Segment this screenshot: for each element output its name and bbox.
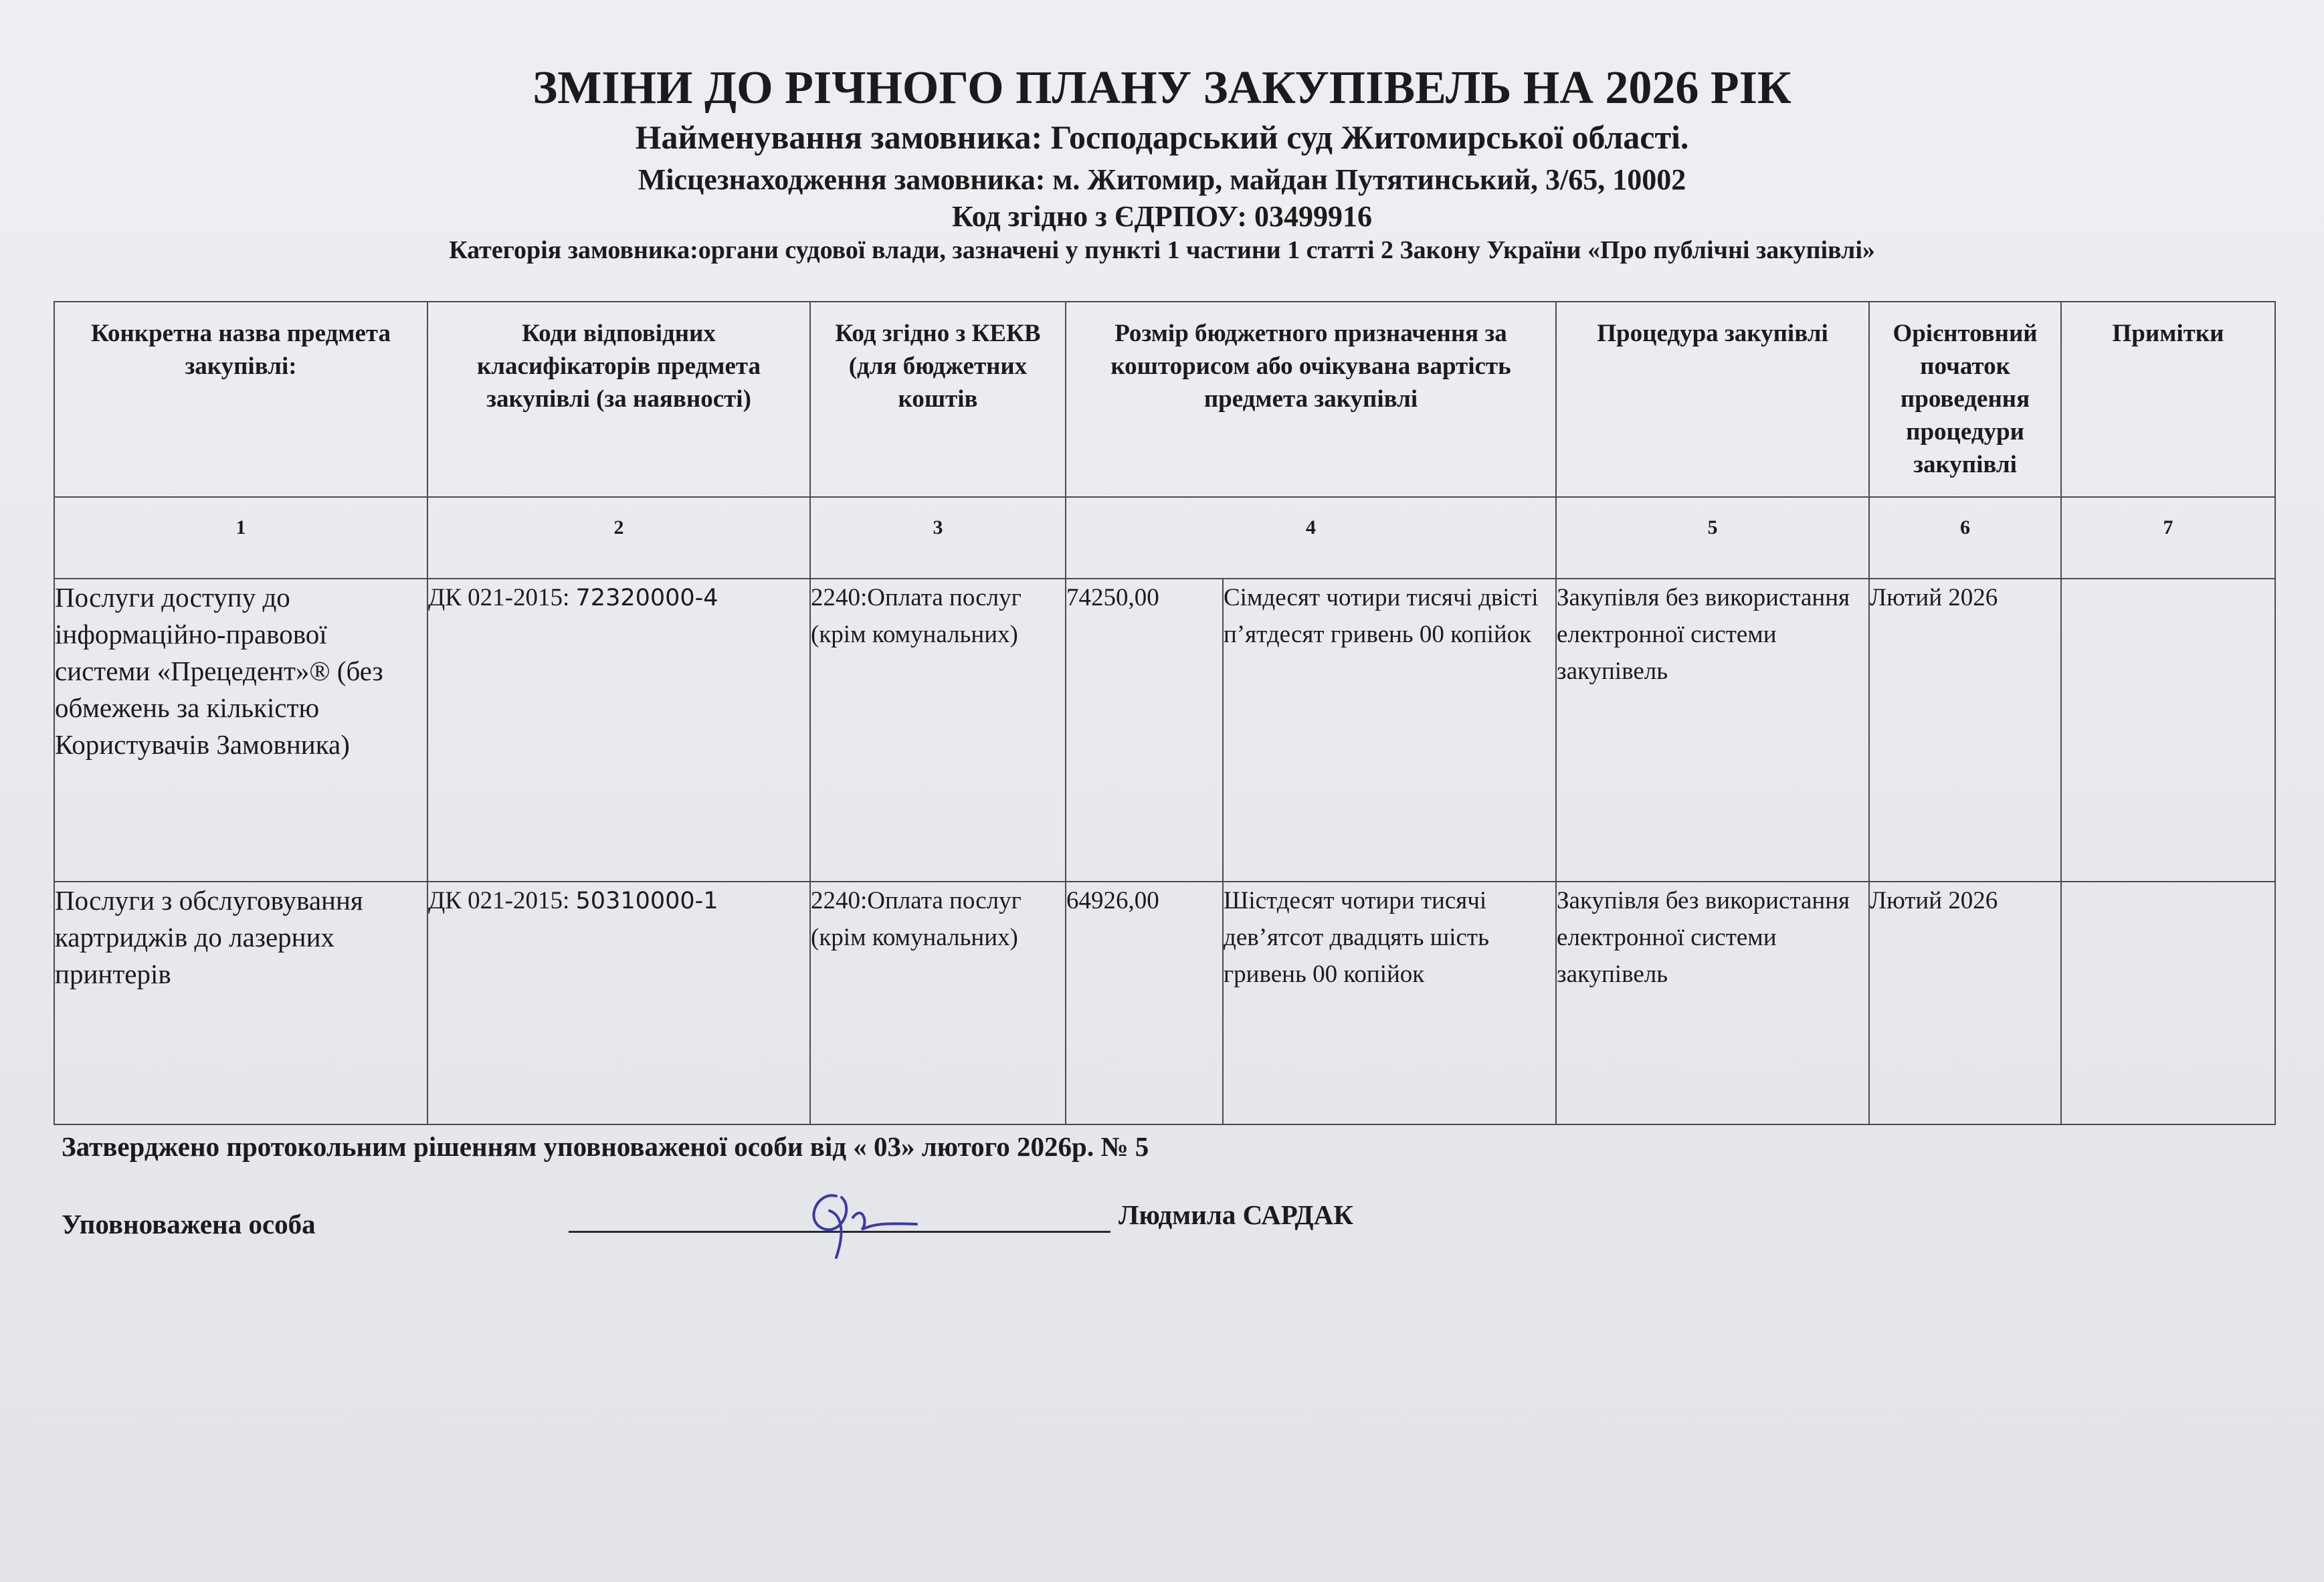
column-header: Конкретна назва предмета закупівлі: (54, 302, 427, 497)
column-number: 6 (1869, 497, 2061, 579)
column-header: Процедура закупівлі (1556, 302, 1869, 497)
authorized-person-name: Людмила САРДАК (1119, 1199, 1353, 1230)
approval-note: Затверджено протокольним рішенням уповноваженої особи від « 03» лютого 2026р. № 5 (62, 1131, 1149, 1162)
column-header: Орієнтовний початок проведення процедури закупівлі (1869, 302, 2061, 497)
classifier-cell (427, 579, 810, 882)
edrpou-code: Код згідно з ЄДРПОУ: 03499916 (951, 200, 1373, 233)
authorized-person-label: Уповноважена особа (62, 1209, 316, 1240)
procurement-procedure: Закупівля без використання електронної системи закупівель (1556, 882, 1869, 1124)
amount-in-words: Шістдесят чотири тисячі дев’ятсот двадцять шість гривень 00 копійок (1223, 882, 1556, 1124)
item-name: Послуги з обслуговування картриджів до лазерних принтерів (54, 882, 427, 1124)
column-header: Коди відповідних класифікаторів предмета закупівлі (за наявності) (427, 302, 810, 497)
procurement-plan-table (54, 301, 2276, 1125)
column-number: 5 (1556, 497, 1869, 579)
procedure-start: Лютий 2026 (1869, 579, 2061, 882)
classifier-prefix: ДК 021-2015: (428, 584, 576, 611)
classifier-cell (427, 882, 810, 1124)
customer-location: Місцезнаходження замовника: м. Житомир, майдан Путятинський, 3/65, 10002 (638, 163, 1686, 196)
column-number: 1 (54, 497, 427, 579)
classifier-prefix: ДК 021-2015: (428, 887, 576, 914)
kekv-code: 2240:Оплата послуг (крім комунальних) (810, 579, 1066, 882)
handwritten-signature (789, 1177, 923, 1264)
notes-cell (2061, 579, 2275, 882)
table-header-row (54, 302, 2275, 497)
table-row (54, 579, 2275, 882)
column-number: 3 (810, 497, 1066, 579)
procedure-start: Лютий 2026 (1869, 882, 2061, 1124)
table-row (54, 882, 2275, 1124)
column-header: Код згідно з КЕКВ (для бюджетних коштів (810, 302, 1066, 497)
column-number: 7 (2061, 497, 2275, 579)
classifier-code: 50310000-1 (575, 888, 718, 914)
document-title: ЗМІНИ ДО РІЧНОГО ПЛАНУ ЗАКУПІВЕЛЬ НА 2026 РІК (532, 62, 1792, 114)
procurement-procedure: Закупівля без використання електронної системи закупівель (1556, 579, 1869, 882)
customer-name: Найменування замовника: Господарський суд Житомирської області. (635, 118, 1689, 156)
column-header: Розмір бюджетного призначення за кошторисом або очікувана вартість предмета закупівлі (1066, 302, 1556, 497)
column-number: 2 (427, 497, 810, 579)
amount-value: 64926,00 (1066, 882, 1223, 1124)
item-name: Послуги доступу до інформаційно-правової системи «Прецедент»® (без обмежень за кількістю Користувачів Замовника) (54, 579, 427, 882)
amount-in-words: Сімдесят чотири тисячі двісті п’ятдесят гривень 00 копійок (1223, 579, 1556, 882)
amount-value: 74250,00 (1066, 579, 1223, 882)
column-number-row (54, 497, 2275, 579)
kekv-code: 2240:Оплата послуг (крім комунальних) (810, 882, 1066, 1124)
column-header: Примітки (2061, 302, 2275, 497)
customer-category: Категорія замовника:органи судової влади, зазначені у пункті 1 частини 1 статті 2 Закону України «Про публічні закупівлі» (449, 236, 1875, 264)
column-number: 4 (1066, 497, 1556, 579)
classifier-code: 72320000-4 (575, 585, 718, 611)
notes-cell (2061, 882, 2275, 1124)
